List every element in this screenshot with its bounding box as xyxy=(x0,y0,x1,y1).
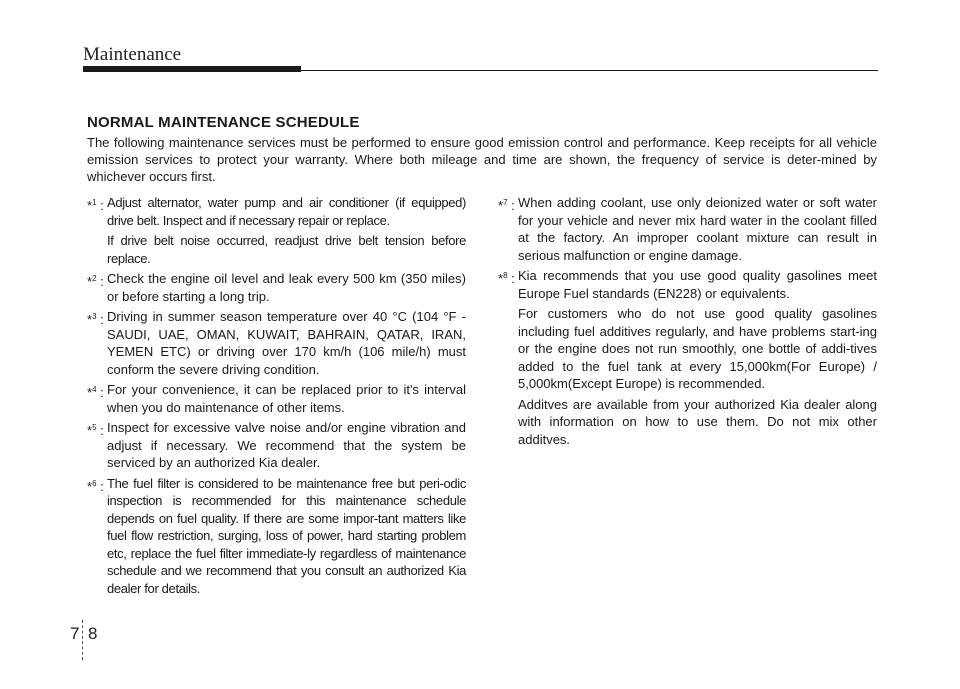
footnote-text: If drive belt noise occurred, readjust drive belt tension before replace. xyxy=(107,233,466,266)
intro-paragraph: The following maintenance services must be performed to ensure good emission control and performance. Keep receipts for all vehicle emission services to protect your warranty. Where both mileage and time are shown, the frequency of service is deter-mined by whichever occurs first. xyxy=(87,135,877,184)
footnote-marker: *$^8$ : xyxy=(498,271,515,286)
footnote-marker: *$^1$ : xyxy=(87,198,104,213)
header-rule-thick xyxy=(83,66,301,72)
footnote-marker: *$^3$ : xyxy=(87,312,104,327)
notes-left-column xyxy=(87,194,466,600)
footnote-7 xyxy=(498,194,877,264)
footnote-text: Additves are available from your authorized Kia dealer along with information on how to use them. Do not mix other additves. xyxy=(518,396,877,447)
footnote-text: Kia recommends that you use good quality gasolines meet Europe Fuel standards (EN228) or equivalents. xyxy=(518,268,877,301)
page-number: 8 xyxy=(88,624,98,643)
footer-divider xyxy=(82,620,83,660)
notes-right-column xyxy=(498,194,877,451)
footnote-marker: *$^6$ : xyxy=(87,478,104,494)
footnote-marker: *$^5$ : xyxy=(87,423,104,438)
footnote-2 xyxy=(87,270,466,305)
footnote-text: Adjust alternator, water pump and air conditioner (if equipped) drive belt. Inspect and if necessary repair or replace. xyxy=(107,195,466,228)
footnote-text: Driving in summer season temperature over 40 °C (104 °F - SAUDI, UAE, OMAN, KUWAIT, BAHRAIN, QATAR, IRAN, YEMEN ETC) or driving over 170 km/h (106 mile/h) must conform the severe driving condition. xyxy=(107,309,466,377)
footnote-3 xyxy=(87,308,466,378)
section-heading: NORMAL MAINTENANCE SCHEDULE xyxy=(87,114,360,131)
footnote-text: Inspect for excessive valve noise and/or engine vibration and adjust if necessary. We recommend that the system be serviced by an authorized Kia dealer. xyxy=(107,420,466,470)
header-rule-thin xyxy=(301,70,878,71)
footnote-1 xyxy=(87,194,466,267)
footnote-text: The fuel filter is considered to be maintenance free but peri-odic inspection is recommended for this maintenance schedule depends on fuel quality. If there are some impor-tant matters like fuel flow restriction, surging, loss of power, hard starting problem etc, replace the fuel filter immediate-ly regardless of maintenance schedule and we recommend that you consult an authorized Kia dealer for details. xyxy=(107,475,466,596)
footnote-marker: *$^4$ : xyxy=(87,385,104,400)
footnote-5 xyxy=(87,419,466,472)
chapter-number: 7 xyxy=(70,624,80,643)
footnote-text: When adding coolant, use only deionized water or soft water for your vehicle and never mix hard water in the coolant filled at the factory. An improper coolant mixture can result in serious malfunction or engine damage. xyxy=(518,195,877,263)
header-title: Maintenance xyxy=(83,44,182,65)
footnote-6 xyxy=(87,475,466,598)
footnote-text: For customers who do not use good quality gasolines including fuel additives regularly, and have problems start-ing or the engine does not run smoothly, one bottle of addi-tives added to the fuel tank at every 15,000km(For Europe) / 5,000km(Except Europe) is recommended. xyxy=(518,306,877,391)
footnote-4 xyxy=(87,381,466,416)
footnote-text: Check the engine oil level and leak every 500 km (350 miles) or before starting a long trip. xyxy=(107,271,466,304)
footnote-text: For your convenience, it can be replaced prior to it's interval when you do maintenance of other items. xyxy=(107,382,466,415)
footnote-marker: *$^7$ : xyxy=(498,198,515,213)
footnote-marker: *$^2$ : xyxy=(87,274,104,289)
footnote-8 xyxy=(498,267,877,448)
